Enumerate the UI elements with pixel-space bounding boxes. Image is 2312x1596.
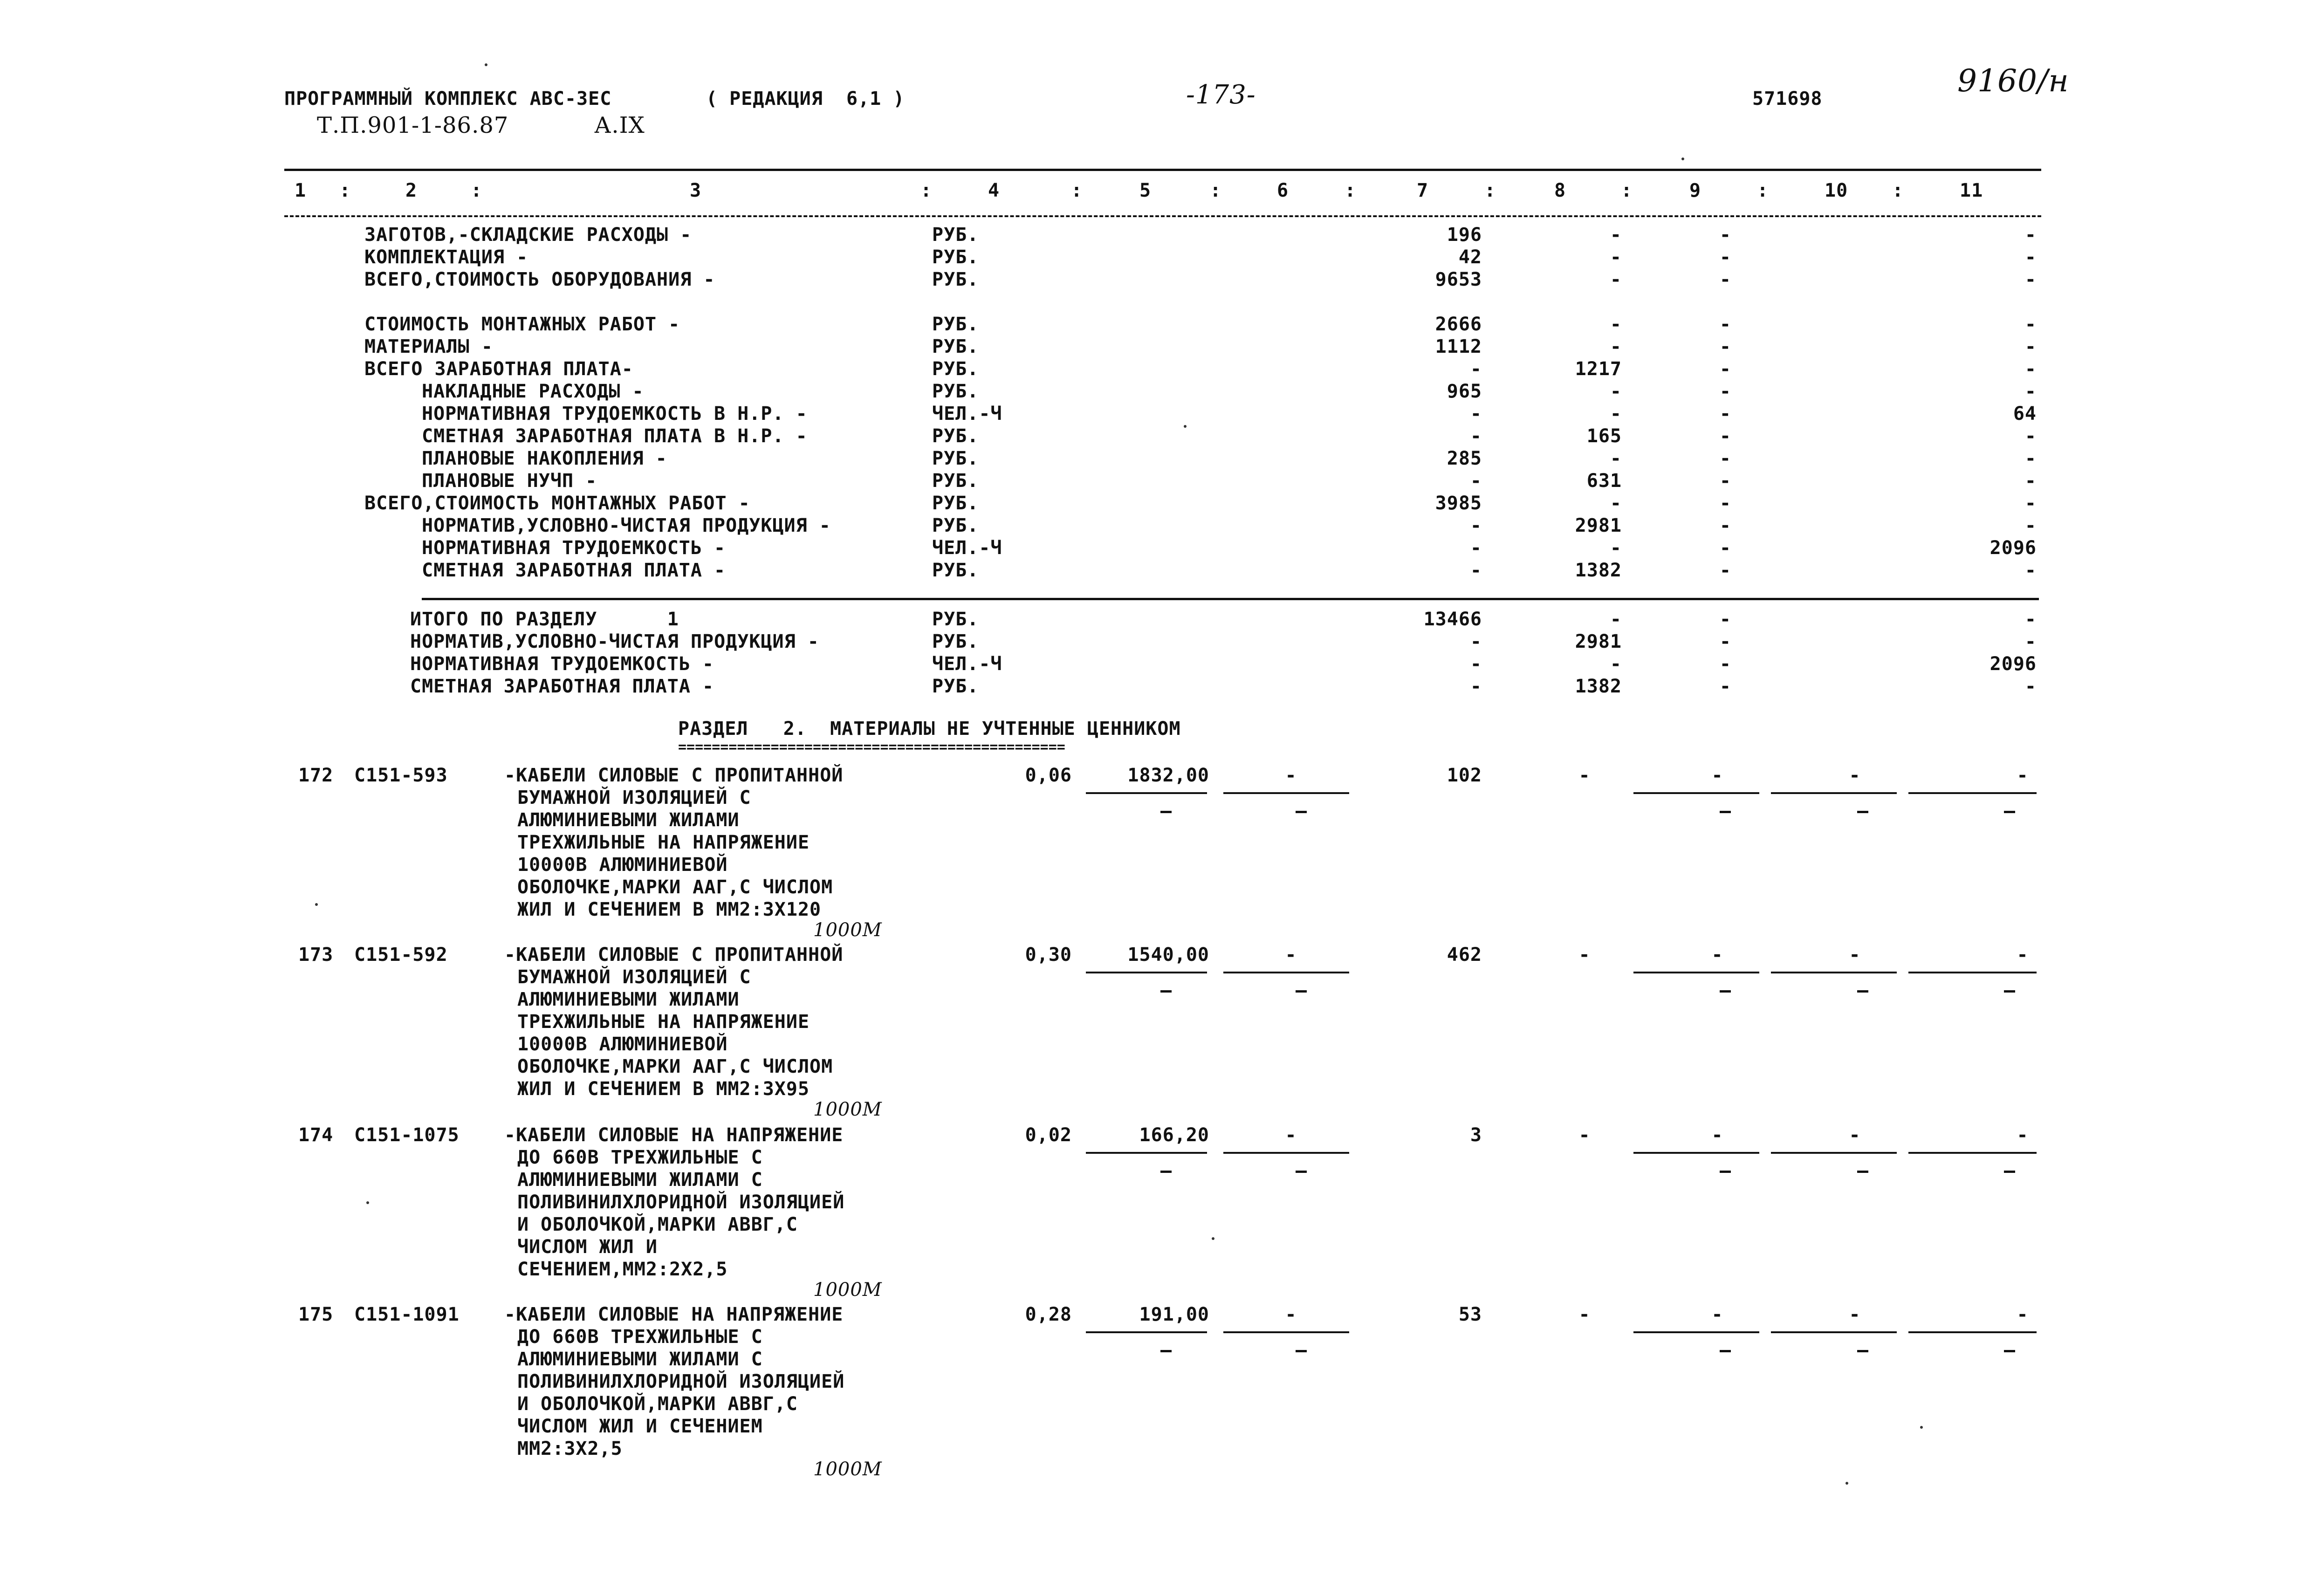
summary-name: ЗАГОТОВ,-СКЛАДСКИЕ РАСХОДЫ -: [364, 224, 692, 246]
total-name: НОРМАТИВНАЯ ТРУДОЕМКОСТЬ -: [410, 653, 714, 675]
item-description-line: 10000В АЛЮМИНИЕВОЙ: [517, 854, 728, 876]
item-description-line: СЕЧЕНИЕМ,ММ2:2Х2,5: [517, 1259, 728, 1280]
summary-col8: -: [1610, 537, 1622, 559]
summary-col11: -: [2024, 381, 2037, 402]
summary-unit: РУБ.: [932, 425, 979, 447]
item-description-line: ЧИСЛОМ ЖИЛ И: [517, 1236, 658, 1258]
summary-col8: -: [1610, 448, 1622, 469]
summary-col9: -: [1719, 448, 1731, 469]
summary-col8: 631: [1586, 470, 1622, 492]
total-unit: РУБ.: [932, 631, 979, 652]
column-header-7: 7: [1417, 180, 1429, 201]
item-description-line: ЧИСЛОМ ЖИЛ И СЕЧЕНИЕМ: [517, 1416, 763, 1437]
total-unit: ЧЕЛ.-Ч: [932, 653, 1002, 675]
item-subtotal-rule: [1086, 972, 1207, 973]
column-header-1: 1: [295, 180, 307, 201]
item-empty-mark: [1857, 990, 1868, 993]
item-description-line: -КАБЕЛИ СИЛОВЫЕ С ПРОПИТАННОЙ: [504, 765, 844, 786]
item-empty-mark: [1296, 990, 1307, 993]
summary-name: КОМПЛЕКТАЦИЯ -: [364, 247, 528, 268]
item-description-line: АЛЮМИНИЕВЫМИ ЖИЛАМИ: [517, 809, 740, 831]
summary-col7: 3985: [1435, 493, 1482, 514]
item-subtotal-rule: [1908, 792, 2037, 794]
item-description-line: ТРЕХЖИЛЬНЫЕ НА НАПРЯЖЕНИЕ: [517, 832, 810, 853]
item-col11: -: [2017, 765, 2029, 786]
summary-col7: 196: [1447, 224, 1482, 246]
item-quantity: 0,02: [1025, 1124, 1072, 1146]
summary-col8: -: [1610, 403, 1622, 425]
document-code: 571698: [1752, 88, 1823, 110]
item-subtotal-rule: [1086, 792, 1207, 794]
summary-unit: РУБ.: [932, 515, 979, 536]
item-quantity: 0,28: [1025, 1304, 1072, 1325]
total-name: НОРМАТИВ,УСЛОВНО-ЧИСТАЯ ПРОДУКЦИЯ -: [410, 631, 819, 652]
item-price: 191,00: [1139, 1304, 1209, 1325]
page-number: -173-: [1186, 80, 1256, 110]
summary-unit: РУБ.: [932, 560, 979, 581]
summary-col7: 1112: [1435, 336, 1482, 357]
item-empty-mark: [1857, 1171, 1868, 1173]
item-subtotal-rule: [1908, 1331, 2037, 1333]
summary-unit: РУБ.: [932, 269, 979, 290]
summary-unit: РУБ.: [932, 358, 979, 380]
summary-col9: -: [1719, 515, 1731, 536]
summary-col11: -: [2024, 269, 2037, 290]
item-description-line: ДО 660В ТРЕХЖИЛЬНЫЕ С: [517, 1326, 763, 1348]
item-col11: -: [2017, 944, 2029, 966]
total-unit: РУБ.: [932, 609, 979, 630]
summary-col9: -: [1719, 425, 1731, 447]
summary-name: ВСЕГО ЗАРАБОТНАЯ ПЛАТА-: [364, 358, 633, 380]
item-subtotal-rule: [1223, 972, 1349, 973]
summary-col7: -: [1470, 515, 1482, 536]
summary-unit: РУБ.: [932, 314, 979, 335]
album-number: А.IХ: [594, 112, 645, 138]
summary-col7: -: [1470, 358, 1482, 380]
item-col8: -: [1578, 1124, 1591, 1146]
summary-unit: РУБ.: [932, 381, 979, 402]
total-unit: РУБ.: [932, 676, 979, 697]
item-empty-mark: [1857, 811, 1868, 813]
summary-unit: ЧЕЛ.-Ч: [932, 537, 1002, 559]
item-col8: -: [1578, 944, 1591, 966]
item-subtotal-rule: [1223, 792, 1349, 794]
item-empty-mark: [1296, 811, 1307, 813]
summary-name: МАТЕРИАЛЫ -: [364, 336, 493, 357]
item-description-line: -КАБЕЛИ СИЛОВЫЕ НА НАПРЯЖЕНИЕ: [504, 1304, 844, 1325]
item-subtotal-rule: [1908, 1152, 2037, 1154]
summary-col7: 2666: [1435, 314, 1482, 335]
item-subtotal-rule: [1223, 1331, 1349, 1333]
summary-name: ПЛАНОВЫЕ НУЧП -: [422, 470, 597, 492]
summary-col9: -: [1719, 537, 1731, 559]
project-number: Т.П.901-1-86.87: [317, 112, 509, 138]
item-col8: -: [1578, 1304, 1591, 1325]
item-empty-mark: [2004, 811, 2015, 813]
item-description-line: И ОБОЛОЧКОЙ,МАРКИ АВВГ,С: [517, 1393, 798, 1415]
item-subtotal-rule: [1086, 1152, 1207, 1154]
item-description-line: ММ2:3Х2,5: [517, 1438, 623, 1459]
item-empty-mark: [1160, 1350, 1172, 1352]
item-number: 172: [298, 765, 334, 786]
summary-col7: 42: [1458, 247, 1482, 268]
item-empty-mark: [2004, 1171, 2015, 1173]
item-empty-mark: [1720, 990, 1731, 993]
summary-name: НАКЛАДНЫЕ РАСХОДЫ -: [422, 381, 644, 402]
total-col7: -: [1470, 631, 1482, 652]
item-code: С151-593: [354, 765, 448, 786]
item-col9: -: [1711, 944, 1723, 966]
summary-name: СМЕТНАЯ ЗАРАБОТНАЯ ПЛАТА -: [422, 560, 726, 581]
item-col6: -: [1285, 1124, 1297, 1146]
summary-col11: 2096: [1990, 537, 2037, 559]
total-col7: 13466: [1423, 609, 1482, 630]
summary-col11: -: [2024, 560, 2037, 581]
summary-name: СТОИМОСТЬ МОНТАЖНЫХ РАБОТ -: [364, 314, 680, 335]
total-col11: -: [2024, 609, 2037, 630]
summary-unit: ЧЕЛ.-Ч: [932, 403, 1002, 425]
summary-col8: -: [1610, 336, 1622, 357]
item-col6: -: [1285, 944, 1297, 966]
summary-col8: 165: [1586, 425, 1622, 447]
summary-col8: -: [1610, 314, 1622, 335]
item-quantity: 0,30: [1025, 944, 1072, 966]
column-header-9: 9: [1689, 180, 1701, 201]
item-empty-mark: [1857, 1350, 1868, 1352]
summary-col9: -: [1719, 470, 1731, 492]
column-header-11: 11: [1960, 180, 1983, 201]
item-empty-mark: [2004, 990, 2015, 993]
item-description-line: БУМАЖНОЙ ИЗОЛЯЦИЕЙ С: [517, 787, 751, 808]
item-col9: -: [1711, 1304, 1723, 1325]
item-description-line: АЛЮМИНИЕВЫМИ ЖИЛАМИ: [517, 989, 740, 1010]
summary-col8: -: [1610, 247, 1622, 268]
item-col7: 102: [1447, 765, 1482, 786]
item-unit: 1000М: [813, 1459, 882, 1480]
summary-col8: -: [1610, 493, 1622, 514]
item-description-line: АЛЮМИНИЕВЫМИ ЖИЛАМИ С: [517, 1169, 763, 1191]
item-number: 175: [298, 1304, 334, 1325]
item-col9: -: [1711, 765, 1723, 786]
summary-name: ПЛАНОВЫЕ НАКОПЛЕНИЯ -: [422, 448, 667, 469]
item-code: С151-592: [354, 944, 448, 966]
item-col8: -: [1578, 765, 1591, 786]
item-description-line: ТРЕХЖИЛЬНЫЕ НА НАПРЯЖЕНИЕ: [517, 1011, 810, 1033]
item-col10: -: [1849, 765, 1861, 786]
item-subtotal-rule: [1086, 1331, 1207, 1333]
column-header-6: 6: [1277, 180, 1289, 201]
header-top-rule: [284, 169, 2041, 171]
item-subtotal-rule: [1771, 1152, 1897, 1154]
item-empty-mark: [1160, 811, 1172, 813]
total-col8: 1382: [1575, 676, 1622, 697]
column-header-2: 2: [405, 180, 418, 201]
item-description-line: -КАБЕЛИ СИЛОВЫЕ С ПРОПИТАННОЙ: [504, 944, 844, 966]
column-header-4: 4: [988, 180, 1000, 201]
total-col11: -: [2024, 631, 2037, 652]
column-header-8: 8: [1554, 180, 1566, 201]
summary-col7: -: [1470, 403, 1482, 425]
item-description-line: АЛЮМИНИЕВЫМИ ЖИЛАМИ С: [517, 1349, 763, 1370]
summary-col11: -: [2024, 224, 2037, 246]
item-quantity: 0,06: [1025, 765, 1072, 786]
summary-col9: -: [1719, 224, 1731, 246]
item-description-line: -КАБЕЛИ СИЛОВЫЕ НА НАПРЯЖЕНИЕ: [504, 1124, 844, 1146]
item-number: 173: [298, 944, 334, 966]
summary-col7: 9653: [1435, 269, 1482, 290]
total-name: СМЕТНАЯ ЗАРАБОТНАЯ ПЛАТА -: [410, 676, 714, 697]
total-col11: -: [2024, 676, 2037, 697]
section-title: РАЗДЕЛ 2. МАТЕРИАЛЫ НЕ УЧТЕННЫЕ ЦЕННИКОМ: [678, 718, 1181, 740]
summary-unit: РУБ.: [932, 448, 979, 469]
item-col6: -: [1285, 765, 1297, 786]
summary-col8: -: [1610, 224, 1622, 246]
summary-col11: -: [2024, 515, 2037, 536]
summary-col11: -: [2024, 247, 2037, 268]
summary-unit: РУБ.: [932, 493, 979, 514]
summary-separator: [422, 598, 2039, 600]
item-unit: 1000М: [813, 1099, 882, 1120]
summary-name: НОРМАТИВНАЯ ТРУДОЕМКОСТЬ -: [422, 537, 726, 559]
item-unit: 1000М: [813, 919, 882, 941]
summary-col7: -: [1470, 470, 1482, 492]
summary-col7: -: [1470, 537, 1482, 559]
summary-col11: -: [2024, 358, 2037, 380]
section-underline: ==============================================: [678, 739, 1065, 755]
item-col11: -: [2017, 1124, 2029, 1146]
item-subtotal-rule: [1633, 1152, 1759, 1154]
item-col7: 3: [1470, 1124, 1482, 1146]
summary-col11: -: [2024, 470, 2037, 492]
summary-col8: -: [1610, 269, 1622, 290]
summary-col9: -: [1719, 493, 1731, 514]
item-subtotal-rule: [1771, 792, 1897, 794]
item-col9: -: [1711, 1124, 1723, 1146]
total-col8: 2981: [1575, 631, 1622, 652]
summary-col9: -: [1719, 314, 1731, 335]
edition-label: ( РЕДАКЦИЯ 6,1 ): [706, 88, 905, 110]
total-col9: -: [1719, 676, 1731, 697]
summary-col9: -: [1719, 269, 1731, 290]
summary-col11: -: [2024, 336, 2037, 357]
item-subtotal-rule: [1908, 972, 2037, 973]
item-empty-mark: [2004, 1350, 2015, 1352]
sheet-number: 9160/н: [1957, 63, 2069, 99]
item-description-line: ЖИЛ И СЕЧЕНИЕМ В ММ2:3Х120: [517, 899, 822, 920]
total-col9: -: [1719, 631, 1731, 652]
item-price: 1540,00: [1127, 944, 1209, 966]
item-number: 174: [298, 1124, 334, 1146]
item-description-line: ЖИЛ И СЕЧЕНИЕМ В ММ2:3Х95: [517, 1078, 810, 1100]
item-subtotal-rule: [1223, 1152, 1349, 1154]
summary-col11: -: [2024, 448, 2037, 469]
total-col8: -: [1610, 609, 1622, 630]
summary-name: НОРМАТИВ,УСЛОВНО-ЧИСТАЯ ПРОДУКЦИЯ -: [422, 515, 831, 536]
summary-col9: -: [1719, 560, 1731, 581]
summary-col11: 64: [2013, 403, 2037, 425]
summary-name: ВСЕГО,СТОИМОСТЬ ОБОРУДОВАНИЯ -: [364, 269, 715, 290]
item-col11: -: [2017, 1304, 2029, 1325]
summary-col11: -: [2024, 314, 2037, 335]
total-name: ИТОГО ПО РАЗДЕЛУ 1: [410, 609, 679, 630]
summary-name: ВСЕГО,СТОИМОСТЬ МОНТАЖНЫХ РАБОТ -: [364, 493, 750, 514]
header-bottom-rule: [284, 215, 2041, 217]
item-empty-mark: [1296, 1171, 1307, 1173]
summary-col8: 1217: [1575, 358, 1622, 380]
summary-col11: -: [2024, 425, 2037, 447]
item-price: 1832,00: [1127, 765, 1209, 786]
item-unit: 1000М: [813, 1279, 882, 1301]
column-header-10: 10: [1825, 180, 1848, 201]
item-col10: -: [1849, 1124, 1861, 1146]
item-col10: -: [1849, 944, 1861, 966]
total-col9: -: [1719, 609, 1731, 630]
item-description-line: И ОБОЛОЧКОЙ,МАРКИ АВВГ,С: [517, 1214, 798, 1235]
item-empty-mark: [1720, 1171, 1731, 1173]
total-col8: -: [1610, 653, 1622, 675]
item-description-line: ОБОЛОЧКЕ,МАРКИ ААГ,С ЧИСЛОМ: [517, 1056, 833, 1077]
summary-col7: 965: [1447, 381, 1482, 402]
item-subtotal-rule: [1633, 792, 1759, 794]
total-col11: 2096: [1990, 653, 2037, 675]
summary-col9: -: [1719, 403, 1731, 425]
item-subtotal-rule: [1633, 972, 1759, 973]
total-col9: -: [1719, 653, 1731, 675]
item-code: С151-1075: [354, 1124, 460, 1146]
item-description-line: БУМАЖНОЙ ИЗОЛЯЦИЕЙ С: [517, 966, 751, 988]
item-empty-mark: [1160, 1171, 1172, 1173]
summary-col7: -: [1470, 560, 1482, 581]
item-empty-mark: [1296, 1350, 1307, 1352]
summary-unit: РУБ.: [932, 224, 979, 246]
total-col7: -: [1470, 653, 1482, 675]
summary-col7: 285: [1447, 448, 1482, 469]
summary-col8: 2981: [1575, 515, 1622, 536]
summary-col8: 1382: [1575, 560, 1622, 581]
item-subtotal-rule: [1771, 972, 1897, 973]
item-description-line: ДО 660В ТРЕХЖИЛЬНЫЕ С: [517, 1147, 763, 1168]
summary-unit: РУБ.: [932, 470, 979, 492]
summary-col9: -: [1719, 358, 1731, 380]
item-description-line: ОБОЛОЧКЕ,МАРКИ ААГ,С ЧИСЛОМ: [517, 877, 833, 898]
item-empty-mark: [1720, 811, 1731, 813]
column-header-3: 3: [690, 180, 702, 201]
program-name: ПРОГРАММНЫЙ КОМПЛЕКС АВС-3ЕС: [284, 88, 612, 110]
summary-col11: -: [2024, 493, 2037, 514]
summary-name: НОРМАТИВНАЯ ТРУДОЕМКОСТЬ В Н.Р. -: [422, 403, 808, 425]
item-description-line: ПОЛИВИНИЛХЛОРИДНОЙ ИЗОЛЯЦИЕЙ: [517, 1371, 845, 1392]
summary-unit: РУБ.: [932, 336, 979, 357]
item-col7: 53: [1458, 1304, 1482, 1325]
summary-col9: -: [1719, 336, 1731, 357]
item-col10: -: [1849, 1304, 1861, 1325]
summary-col8: -: [1610, 381, 1622, 402]
item-description-line: 10000В АЛЮМИНИЕВОЙ: [517, 1034, 728, 1055]
item-subtotal-rule: [1771, 1331, 1897, 1333]
summary-col7: -: [1470, 425, 1482, 447]
item-col6: -: [1285, 1304, 1297, 1325]
summary-name: СМЕТНАЯ ЗАРАБОТНАЯ ПЛАТА В Н.Р. -: [422, 425, 808, 447]
item-price: 166,20: [1139, 1124, 1209, 1146]
summary-col9: -: [1719, 247, 1731, 268]
total-col7: -: [1470, 676, 1482, 697]
column-header-5: 5: [1139, 180, 1152, 201]
summary-col9: -: [1719, 381, 1731, 402]
item-col7: 462: [1447, 944, 1482, 966]
summary-unit: РУБ.: [932, 247, 979, 268]
item-empty-mark: [1160, 990, 1172, 993]
item-empty-mark: [1720, 1350, 1731, 1352]
item-subtotal-rule: [1633, 1331, 1759, 1333]
item-code: С151-1091: [354, 1304, 460, 1325]
item-description-line: ПОЛИВИНИЛХЛОРИДНОЙ ИЗОЛЯЦИЕЙ: [517, 1192, 845, 1213]
